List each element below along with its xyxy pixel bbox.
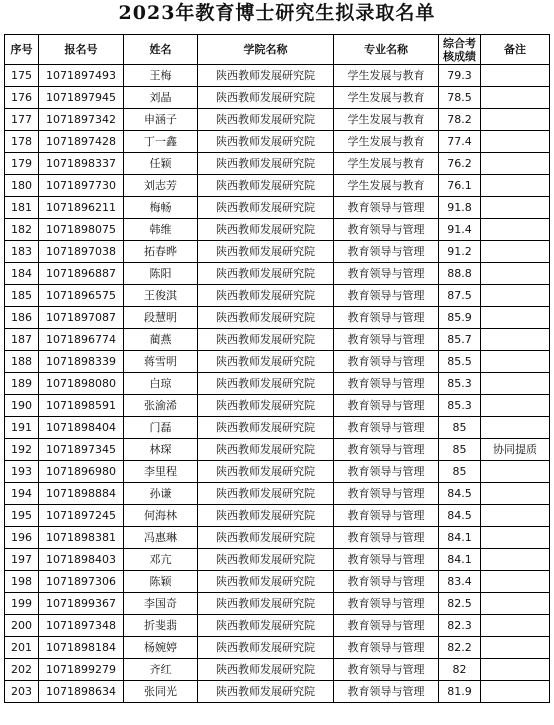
- cell-major: 教育领导与管理: [334, 307, 439, 329]
- cell-score: 85: [439, 461, 481, 483]
- cell-college: 陕西教师发展研究院: [198, 637, 334, 659]
- cell-major: 学生发展与教育: [334, 153, 439, 175]
- cell-major: 教育领导与管理: [334, 637, 439, 659]
- table-row: [5, 329, 550, 351]
- cell-score: 83.4: [439, 571, 481, 593]
- cell-name: 折斐翡: [124, 615, 198, 637]
- cell-note: [481, 571, 550, 593]
- cell-major: 教育领导与管理: [334, 439, 439, 461]
- cell-major: 学生发展与教育: [334, 175, 439, 197]
- table-row: [5, 417, 550, 439]
- cell-reg: 1071897428: [39, 131, 124, 153]
- table-row: [5, 659, 550, 681]
- cell-name: 张渝浠: [124, 395, 198, 417]
- cell-reg: 1071896887: [39, 263, 124, 285]
- table-row: [5, 593, 550, 615]
- cell-seq: 178: [5, 131, 39, 153]
- cell-name: 门磊: [124, 417, 198, 439]
- cell-note: [481, 131, 550, 153]
- cell-note: [481, 527, 550, 549]
- cell-name: 孙谦: [124, 483, 198, 505]
- cell-score: 79.3: [439, 65, 481, 87]
- col-header-score-line2: 核成绩: [443, 49, 476, 63]
- cell-seq: 199: [5, 593, 39, 615]
- cell-reg: 1071897087: [39, 307, 124, 329]
- cell-major: 教育领导与管理: [334, 659, 439, 681]
- cell-score: 87.5: [439, 285, 481, 307]
- cell-score: 81.9: [439, 681, 481, 703]
- cell-reg: 1071896575: [39, 285, 124, 307]
- cell-reg: 1071897945: [39, 87, 124, 109]
- cell-seq: 197: [5, 549, 39, 571]
- cell-college: 陕西教师发展研究院: [198, 461, 334, 483]
- table-row: [5, 65, 550, 87]
- cell-note: [481, 417, 550, 439]
- cell-college: 陕西教师发展研究院: [198, 439, 334, 461]
- cell-college: 陕西教师发展研究院: [198, 681, 334, 703]
- cell-seq: 195: [5, 505, 39, 527]
- admission-table: [4, 34, 550, 703]
- cell-college: 陕西教师发展研究院: [198, 571, 334, 593]
- table-row: [5, 373, 550, 395]
- table-row: [5, 307, 550, 329]
- cell-note: [481, 65, 550, 87]
- cell-score: 82.2: [439, 637, 481, 659]
- cell-note: [481, 549, 550, 571]
- table-row: [5, 197, 550, 219]
- cell-major: 教育领导与管理: [334, 571, 439, 593]
- table-row: [5, 263, 550, 285]
- cell-major: 学生发展与教育: [334, 131, 439, 153]
- cell-score: 85.9: [439, 307, 481, 329]
- cell-seq: 201: [5, 637, 39, 659]
- cell-seq: 193: [5, 461, 39, 483]
- cell-college: 陕西教师发展研究院: [198, 373, 334, 395]
- cell-reg: 1071898337: [39, 153, 124, 175]
- cell-reg: 1071896774: [39, 329, 124, 351]
- cell-score: 91.2: [439, 241, 481, 263]
- cell-major: 教育领导与管理: [334, 483, 439, 505]
- cell-reg: 1071897306: [39, 571, 124, 593]
- cell-score: 78.2: [439, 109, 481, 131]
- cell-college: 陕西教师发展研究院: [198, 549, 334, 571]
- table-row: [5, 87, 550, 109]
- table-body: [5, 65, 550, 703]
- cell-college: 陕西教师发展研究院: [198, 285, 334, 307]
- cell-reg: 1071896211: [39, 197, 124, 219]
- cell-reg: 1071898381: [39, 527, 124, 549]
- cell-seq: 191: [5, 417, 39, 439]
- cell-score: 84.5: [439, 483, 481, 505]
- cell-score: 91.4: [439, 219, 481, 241]
- cell-note: [481, 175, 550, 197]
- document-title: 2023年教育博士研究生拟录取名单: [118, 2, 436, 24]
- cell-name: 刘志芳: [124, 175, 198, 197]
- cell-college: 陕西教师发展研究院: [198, 395, 334, 417]
- col-header-name: 姓名: [124, 35, 198, 65]
- cell-college: 陕西教师发展研究院: [198, 219, 334, 241]
- cell-note: [481, 307, 550, 329]
- cell-note: [481, 659, 550, 681]
- cell-name: 韩维: [124, 219, 198, 241]
- cell-college: 陕西教师发展研究院: [198, 175, 334, 197]
- cell-major: 教育领导与管理: [334, 329, 439, 351]
- cell-major: 教育领导与管理: [334, 263, 439, 285]
- cell-name: 王俊淇: [124, 285, 198, 307]
- cell-seq: 194: [5, 483, 39, 505]
- cell-major: 教育领导与管理: [334, 285, 439, 307]
- cell-name: 李里程: [124, 461, 198, 483]
- cell-score: 82.5: [439, 593, 481, 615]
- cell-note: [481, 153, 550, 175]
- cell-college: 陕西教师发展研究院: [198, 527, 334, 549]
- cell-seq: 175: [5, 65, 39, 87]
- cell-seq: 188: [5, 351, 39, 373]
- cell-college: 陕西教师发展研究院: [198, 615, 334, 637]
- table-row: [5, 571, 550, 593]
- cell-score: 78.5: [439, 87, 481, 109]
- cell-note: [481, 197, 550, 219]
- cell-major: 教育领导与管理: [334, 417, 439, 439]
- cell-seq: 185: [5, 285, 39, 307]
- cell-score: 82.3: [439, 615, 481, 637]
- cell-name: 刘晶: [124, 87, 198, 109]
- cell-college: 陕西教师发展研究院: [198, 329, 334, 351]
- cell-reg: 1071897730: [39, 175, 124, 197]
- cell-seq: 192: [5, 439, 39, 461]
- cell-college: 陕西教师发展研究院: [198, 505, 334, 527]
- cell-reg: 1071898591: [39, 395, 124, 417]
- cell-note: [481, 351, 550, 373]
- cell-seq: 181: [5, 197, 39, 219]
- cell-name: 齐红: [124, 659, 198, 681]
- cell-name: 王梅: [124, 65, 198, 87]
- cell-note: [481, 263, 550, 285]
- table-row: [5, 681, 550, 703]
- cell-note: [481, 329, 550, 351]
- table-row: [5, 351, 550, 373]
- cell-name: 陈阳: [124, 263, 198, 285]
- cell-name: 李国奇: [124, 593, 198, 615]
- cell-score: 76.2: [439, 153, 481, 175]
- cell-score: 77.4: [439, 131, 481, 153]
- table-row: [5, 175, 550, 197]
- cell-college: 陕西教师发展研究院: [198, 109, 334, 131]
- cell-score: 85.7: [439, 329, 481, 351]
- table-row: [5, 637, 550, 659]
- cell-score: 82: [439, 659, 481, 681]
- cell-note: [481, 681, 550, 703]
- cell-reg: 1071898403: [39, 549, 124, 571]
- cell-reg: 1071899367: [39, 593, 124, 615]
- col-header-note: 备注: [481, 35, 550, 65]
- cell-college: 陕西教师发展研究院: [198, 87, 334, 109]
- cell-reg: 1071897345: [39, 439, 124, 461]
- cell-major: 学生发展与教育: [334, 87, 439, 109]
- cell-score: 88.8: [439, 263, 481, 285]
- cell-name: 蔺燕: [124, 329, 198, 351]
- cell-name: 陈颖: [124, 571, 198, 593]
- table-row: [5, 109, 550, 131]
- cell-name: 杨婉婷: [124, 637, 198, 659]
- cell-seq: 198: [5, 571, 39, 593]
- table-row: [5, 549, 550, 571]
- cell-reg: 1071897342: [39, 109, 124, 131]
- cell-seq: 203: [5, 681, 39, 703]
- cell-name: 梅畅: [124, 197, 198, 219]
- cell-note: [481, 395, 550, 417]
- col-header-college: 学院名称: [198, 35, 334, 65]
- cell-college: 陕西教师发展研究院: [198, 131, 334, 153]
- cell-note: [481, 373, 550, 395]
- table-row: [5, 153, 550, 175]
- cell-name: 申涵子: [124, 109, 198, 131]
- table-row: [5, 505, 550, 527]
- cell-college: 陕西教师发展研究院: [198, 593, 334, 615]
- cell-college: 陕西教师发展研究院: [198, 241, 334, 263]
- cell-note: [481, 615, 550, 637]
- cell-note: [481, 461, 550, 483]
- cell-reg: 1071898184: [39, 637, 124, 659]
- cell-seq: 182: [5, 219, 39, 241]
- cell-major: 学生发展与教育: [334, 65, 439, 87]
- cell-name: 白琼: [124, 373, 198, 395]
- cell-name: 张同光: [124, 681, 198, 703]
- cell-reg: 1071898075: [39, 219, 124, 241]
- cell-note: [481, 87, 550, 109]
- table-row: [5, 461, 550, 483]
- table-row: [5, 395, 550, 417]
- cell-note: [481, 109, 550, 131]
- cell-college: 陕西教师发展研究院: [198, 483, 334, 505]
- cell-college: 陕西教师发展研究院: [198, 417, 334, 439]
- cell-seq: 202: [5, 659, 39, 681]
- cell-major: 教育领导与管理: [334, 241, 439, 263]
- cell-seq: 189: [5, 373, 39, 395]
- cell-college: 陕西教师发展研究院: [198, 659, 334, 681]
- table-row: [5, 527, 550, 549]
- cell-major: 教育领导与管理: [334, 351, 439, 373]
- cell-note: [481, 505, 550, 527]
- cell-name: 何海林: [124, 505, 198, 527]
- table-row: [5, 131, 550, 153]
- cell-seq: 183: [5, 241, 39, 263]
- table-row: [5, 285, 550, 307]
- cell-score: 84.5: [439, 505, 481, 527]
- table-row: [5, 615, 550, 637]
- cell-score: 84.1: [439, 549, 481, 571]
- cell-reg: 1071897245: [39, 505, 124, 527]
- cell-college: 陕西教师发展研究院: [198, 197, 334, 219]
- cell-reg: 1071899279: [39, 659, 124, 681]
- cell-note: [481, 483, 550, 505]
- cell-major: 学生发展与教育: [334, 109, 439, 131]
- col-header-major: 专业名称: [334, 35, 439, 65]
- cell-major: 教育领导与管理: [334, 395, 439, 417]
- cell-major: 教育领导与管理: [334, 197, 439, 219]
- cell-name: 段慧明: [124, 307, 198, 329]
- cell-name: 拓春晔: [124, 241, 198, 263]
- cell-major: 教育领导与管理: [334, 219, 439, 241]
- cell-major: 教育领导与管理: [334, 505, 439, 527]
- cell-reg: 1071898884: [39, 483, 124, 505]
- cell-score: 85.5: [439, 351, 481, 373]
- cell-name: 林琛: [124, 439, 198, 461]
- cell-college: 陕西教师发展研究院: [198, 65, 334, 87]
- cell-note: 协同提质: [481, 439, 550, 461]
- col-header-seq: 序号: [5, 35, 39, 65]
- cell-seq: 190: [5, 395, 39, 417]
- col-header-score-line1: 综合考: [443, 36, 476, 50]
- cell-score: 91.8: [439, 197, 481, 219]
- cell-major: 教育领导与管理: [334, 373, 439, 395]
- cell-note: [481, 241, 550, 263]
- cell-name: 冯惠琳: [124, 527, 198, 549]
- cell-major: 教育领导与管理: [334, 461, 439, 483]
- header-row: [5, 35, 550, 65]
- cell-college: 陕西教师发展研究院: [198, 307, 334, 329]
- cell-score: 76.1: [439, 175, 481, 197]
- cell-reg: 1071898634: [39, 681, 124, 703]
- table-row: [5, 439, 550, 461]
- cell-name: 丁一鑫: [124, 131, 198, 153]
- cell-seq: 180: [5, 175, 39, 197]
- cell-college: 陕西教师发展研究院: [198, 263, 334, 285]
- cell-reg: 1071898339: [39, 351, 124, 373]
- cell-score: 84.1: [439, 527, 481, 549]
- cell-major: 教育领导与管理: [334, 681, 439, 703]
- col-header-score: [439, 35, 481, 65]
- col-header-reg: 报名号: [39, 35, 124, 65]
- cell-score: 85.3: [439, 395, 481, 417]
- cell-major: 教育领导与管理: [334, 527, 439, 549]
- cell-name: 邓亢: [124, 549, 198, 571]
- cell-score: 85: [439, 439, 481, 461]
- cell-seq: 177: [5, 109, 39, 131]
- cell-reg: 1071898404: [39, 417, 124, 439]
- cell-seq: 176: [5, 87, 39, 109]
- cell-name: 蒋雪明: [124, 351, 198, 373]
- cell-score: 85: [439, 417, 481, 439]
- cell-seq: 200: [5, 615, 39, 637]
- cell-reg: 1071897493: [39, 65, 124, 87]
- cell-reg: 1071896980: [39, 461, 124, 483]
- cell-reg: 1071897038: [39, 241, 124, 263]
- cell-reg: 1071898080: [39, 373, 124, 395]
- cell-reg: 1071897348: [39, 615, 124, 637]
- cell-major: 教育领导与管理: [334, 593, 439, 615]
- cell-major: 教育领导与管理: [334, 615, 439, 637]
- cell-college: 陕西教师发展研究院: [198, 351, 334, 373]
- table-row: [5, 241, 550, 263]
- cell-name: 任颖: [124, 153, 198, 175]
- cell-note: [481, 219, 550, 241]
- table-row: [5, 219, 550, 241]
- cell-seq: 186: [5, 307, 39, 329]
- cell-seq: 196: [5, 527, 39, 549]
- cell-seq: 184: [5, 263, 39, 285]
- cell-seq: 187: [5, 329, 39, 351]
- cell-score: 85.3: [439, 373, 481, 395]
- cell-major: 教育领导与管理: [334, 549, 439, 571]
- cell-note: [481, 637, 550, 659]
- table-row: [5, 483, 550, 505]
- cell-college: 陕西教师发展研究院: [198, 153, 334, 175]
- cell-note: [481, 285, 550, 307]
- cell-note: [481, 593, 550, 615]
- cell-seq: 179: [5, 153, 39, 175]
